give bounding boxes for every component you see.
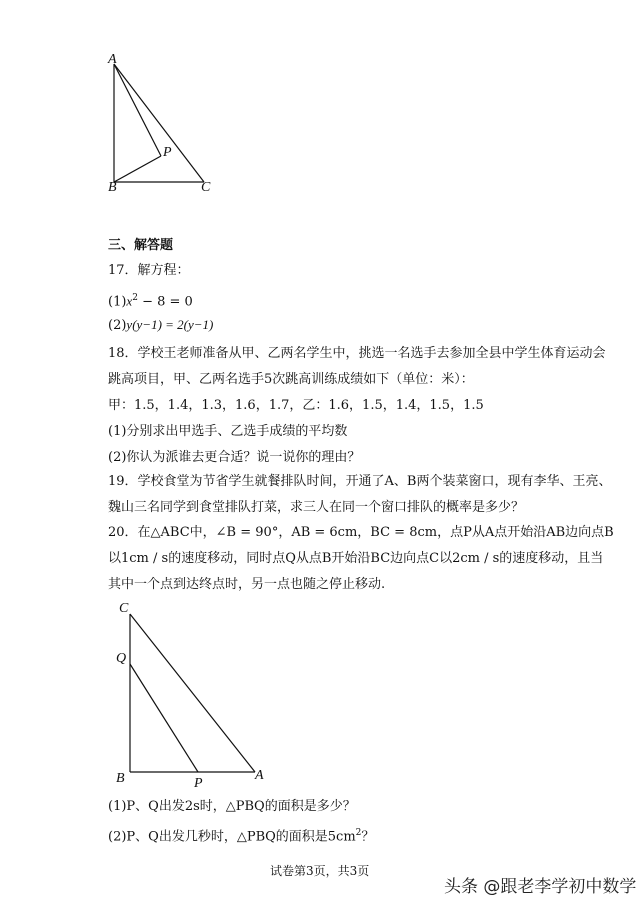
label-c: C [201, 180, 211, 195]
label-a: A [255, 768, 264, 783]
q18-sub1: (1)分别求出甲选手、乙选手成绩的平均数 [108, 424, 348, 439]
label-q: Q [116, 651, 127, 666]
segment-ap [114, 64, 161, 156]
q20-line1: 20．在△ABC中，∠B = 90°，AB = 6cm，BC = 8cm，点P从A点开始沿AB边向点B [108, 525, 614, 540]
q20-sub2-exp: 2 [355, 828, 362, 838]
q17-part1 [108, 289, 193, 311]
page-footer: 试卷第3页，共3页 [270, 864, 370, 878]
q17-part1-rest: − 8 = 0 [137, 294, 193, 310]
segment-pb [114, 156, 161, 182]
label-a: A [108, 52, 117, 67]
q18-line2: 跳高项目，甲、乙两名选手5次跳高训练成绩如下（单位：米）： [108, 372, 474, 387]
q20-line3: 其中一个点到达终点时，另一点也随之停止移动. [108, 577, 386, 592]
q17-part2 [108, 316, 213, 335]
q17-part1-var: x [126, 293, 133, 309]
q18-line1: 18．学校王老师准备从甲、乙两名学生中，挑选一名选手去参加全县中学生体育运动会 [108, 346, 606, 361]
watermark: 头条 @跟老李学初中数学 [444, 877, 637, 897]
section-title: 三、解答题 [108, 238, 174, 253]
label-p: P [194, 776, 203, 791]
q20-sub2 [108, 824, 374, 846]
segment-ac [114, 64, 204, 182]
q18-line3: 甲：1.5，1.4，1.3，1.6，1.7，乙：1.6，1.5，1.4，1.5，1.5 [108, 398, 484, 413]
segment-qp [130, 664, 198, 772]
q17-stem: 17．解方程： [108, 263, 190, 278]
label-c: C [119, 601, 129, 616]
q17-part2-prefix: (2) [108, 318, 127, 333]
figure-triangle-cba-pq [110, 596, 280, 792]
figure-triangle-abc-p [100, 50, 220, 195]
q17-part1-exp: 2 [132, 293, 138, 303]
q20-sub1: (1)P、Q出发2s时，△PBQ的面积是多少？ [108, 799, 356, 814]
label-b: B [116, 771, 125, 786]
label-b: B [108, 180, 117, 195]
q17-part1-prefix: (1) [108, 294, 127, 310]
q19-line2: 魏山三名同学到食堂排队打菜，求三人在同一个窗口排队的概率是多少？ [108, 500, 525, 515]
q18-sub2: (2)你认为派谁去更合适？说一说你的理由？ [108, 450, 361, 465]
q20-sub2-post: ？ [361, 829, 375, 845]
q19-line1: 19．学校食堂为节省学生就餐排队时间，开通了A、B两个装菜窗口，现有李华、王亮、 [108, 474, 612, 489]
q20-sub2-text: (2)P、Q出发几秒时，△PBQ的面积是5cm [108, 829, 356, 845]
q17-part2-expr: y(y−1) = 2(y−1) [126, 317, 214, 332]
label-p: P [163, 145, 172, 160]
q20-line2: 以1cm / s的速度移动，同时点Q从点B开始沿BC边向点C以2cm / s的速度移动，且当 [108, 551, 604, 566]
